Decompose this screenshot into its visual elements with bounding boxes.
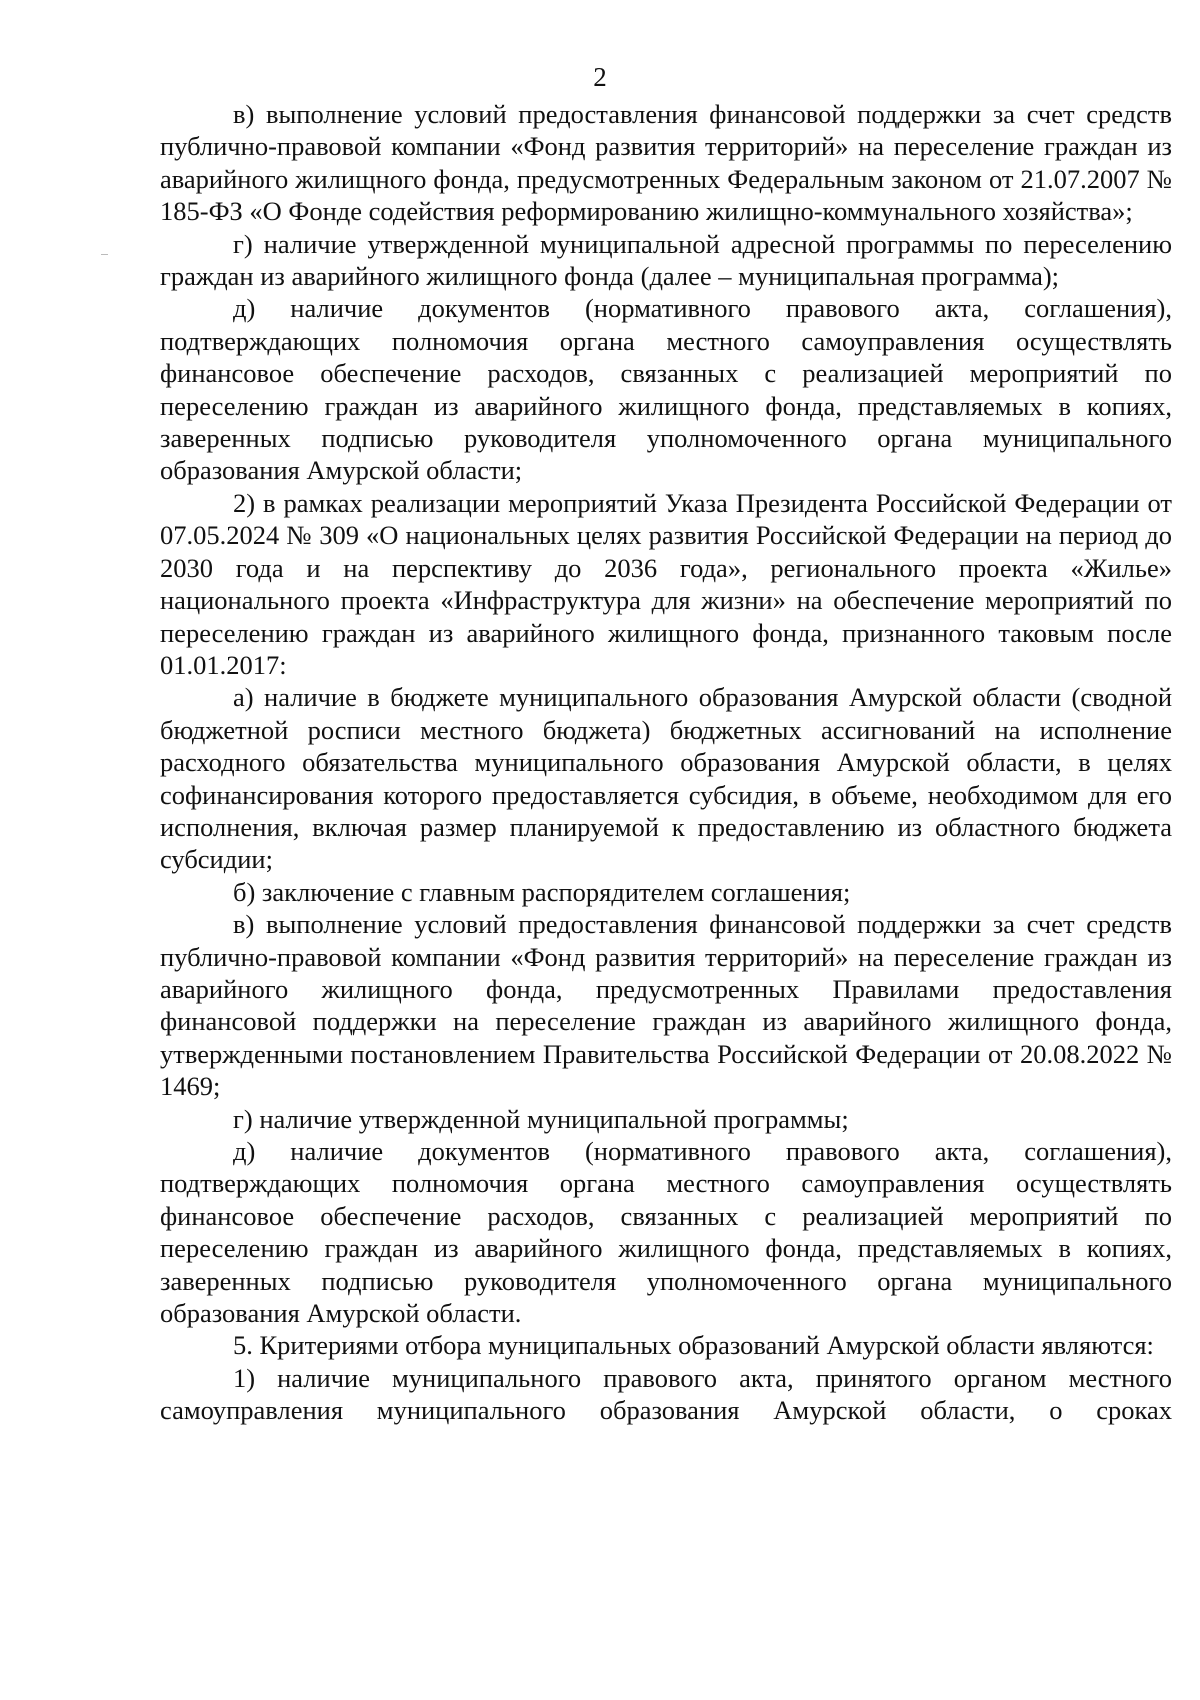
page-number: 2: [593, 62, 607, 92]
paragraph-2-presidential-decree: 2) в рамках реализации мероприятий Указа Президента Российской Федерации от 07.05.2024 № 309 «О национальных целях развития Российской Федерации на период до 2030 года и на перспективу до 2036 года», регионального проекта «Жилье» национального проекта «Инфраструктура для жизни» на обеспечение мероприятий по переселению граждан из аварийного жилищного фонда, признанного таковым после 01.01.2017:: [160, 487, 1172, 680]
paragraph-v-fund-support: в) выполнение условий предоставления финансовой поддержки за счет средств публично-правовой компании «Фонд развития территорий» на переселение граждан из аварийного жилищного фонда, предусмотренных Федеральным законом от 21.07.2007 № 185-ФЗ «О Фонде содействия реформированию жилищно-коммунального хозяйства»;: [160, 99, 1172, 227]
paragraph-g-municipal-program: г) наличие утвержденной муниципальной программы;: [233, 1103, 849, 1134]
document-body: [160, 98, 1172, 1427]
paragraph-d-documents-second: д) наличие документов (нормативного правового акта, соглашения), подтверждающих полномочия органа местного самоуправления осуществлять финансовое обеспечение расходов, связанных с реализацией мероприятий по переселению граждан из аварийного жилищного фонда, представляемых в копиях, заверенных подписью руководителя уполномоченного органа муниципального образования Амурской области.: [160, 1136, 1172, 1329]
paragraph-g-municipal-address-program: г) наличие утвержденной муниципальной адресной программы по переселению граждан из аварийного жилищного фонда (далее – муниципальная программа);: [160, 228, 1172, 292]
margin-mark: [101, 254, 108, 255]
paragraph-1-municipal-legal-act: 1) наличие муниципального правового акта, принятого органом местного самоуправления муниципального образования Амурской области, о сроках: [160, 1362, 1172, 1426]
paragraph-a-budget-allocations: а) наличие в бюджете муниципального образования Амурской области (сводной бюджетной росписи местного бюджета) бюджетных ассигнований на исполнение расходного обязательства муниципального образования Амурской области, в целях софинансирования которого предоставляется субсидия, в объеме, необходимом для его исполнения, включая размер планируемой к предоставлению из областного бюджета субсидии;: [160, 682, 1172, 875]
paragraph-5-selection-criteria: 5. Критериями отбора муниципальных образований Амурской области являются:: [233, 1330, 1154, 1361]
paragraph-v-fund-support-rules: в) выполнение условий предоставления финансовой поддержки за счет средств публично-правовой компании «Фонд развития территорий» на переселение граждан из аварийного жилищного фонда, предусмотренных Правилами предоставления финансовой поддержки на переселение граждан из аварийного жилищного фонда, утвержденными постановлением Правительства Российской Федерации от 20.08.2022 № 1469;: [160, 909, 1172, 1102]
paragraph-d-documents: д) наличие документов (нормативного правового акта, соглашения), подтверждающих полномочия органа местного самоуправления осуществлять финансовое обеспечение расходов, связанных с реализацией мероприятий по переселению граждан из аварийного жилищного фонда, представляемых в копиях, заверенных подписью руководителя уполномоченного органа муниципального образования Амурской области;: [160, 293, 1172, 486]
paragraph-b-agreement: б) заключение с главным распорядителем соглашения;: [233, 876, 851, 907]
